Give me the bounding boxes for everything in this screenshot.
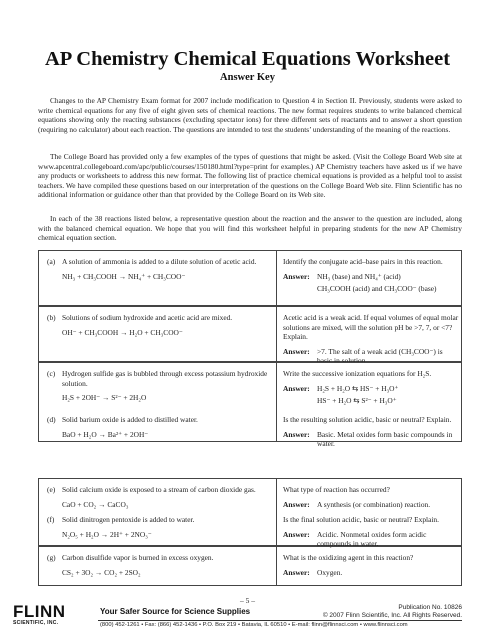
item-label: (f) bbox=[47, 515, 55, 524]
reaction-description: Solid calcium oxide is exposed to a stream of carbon dioxide gas. bbox=[62, 485, 256, 494]
column-divider bbox=[276, 479, 277, 545]
answer-text: >7. The salt of a weak acid (CH₃COO⁻) is basic in solution. bbox=[317, 346, 443, 366]
follow-up-question: Write the successive ionization equations for H₂S. bbox=[283, 369, 432, 378]
balanced-equation: BaO + H₂O → Ba²⁺ + 2OH⁻ bbox=[62, 429, 149, 439]
question-cell bbox=[47, 369, 269, 403]
question-cell bbox=[47, 515, 269, 539]
follow-up-question: Acetic acid is a weak acid. If equal volumes of equal molar solutions are mixed, will the solution pH be >7, 7, or <7? Explain. bbox=[283, 313, 459, 342]
reaction-description: Hydrogen sulfide gas is bubbled through excess potassium hydroxide solution. bbox=[62, 369, 268, 388]
follow-up-question: What type of reaction has occurred? bbox=[283, 485, 390, 494]
follow-up-question: Identify the conjugate acid–base pairs in this reaction. bbox=[283, 257, 443, 266]
balanced-equation: H₂S + 2OH⁻ → S²⁻ + 2H₂O bbox=[62, 393, 147, 403]
answer-cell bbox=[283, 415, 459, 449]
question-cell bbox=[47, 553, 269, 577]
answer-text: Acidic. Nonmetal oxides form acidic compounds in water. bbox=[317, 529, 427, 549]
reaction-box-b bbox=[38, 306, 462, 366]
answer-text-continued: HS⁻ + H₂O ⇆ S²⁻ + H₃O⁺ bbox=[317, 396, 397, 406]
answer-text-continued: CH₃COOH (acid) and CH₃COO⁻ (base) bbox=[317, 284, 437, 294]
copyright-notice: © 2007 Flinn Scientific, Inc. All Rights Reserved. bbox=[322, 612, 462, 619]
question-cell bbox=[47, 415, 269, 439]
answer-label: Answer: bbox=[283, 271, 310, 281]
item-label: (e) bbox=[47, 485, 56, 494]
question-cell bbox=[47, 257, 269, 281]
reaction-description: Solid dinitrogen pentoxide is added to water. bbox=[62, 515, 195, 524]
logo-subtext: SCIENTIFIC, INC. bbox=[13, 620, 59, 626]
reaction-description: Solid barium oxide is added to distilled water. bbox=[62, 415, 198, 424]
balanced-equation: CS₂ + 3O₂ → CO₂ + 2SO₂ bbox=[62, 567, 141, 577]
page-title: AP Chemistry Chemical Equations Worksheet bbox=[44, 48, 451, 70]
follow-up-question: What is the oxidizing agent in this reaction? bbox=[283, 553, 414, 562]
answer-cell bbox=[283, 369, 459, 406]
footer-divider bbox=[98, 620, 462, 621]
reaction-box-c-d bbox=[38, 362, 462, 449]
reaction-box-e-f bbox=[38, 478, 462, 549]
balanced-equation: CaO + CO₂ → CaCO₃ bbox=[62, 499, 129, 509]
answer-cell bbox=[283, 485, 459, 509]
reaction-box-g bbox=[38, 546, 462, 586]
intro-paragraph-3: In each of the 38 reactions listed below, a representative question about the reaction and the answer to the question are included, along with the balanced chemical equation. We hope that you will find this worksheet helpful in preparing students for the new AP Chemistry chemical equation section. bbox=[38, 214, 462, 243]
column-divider bbox=[276, 547, 277, 585]
answer-cell bbox=[283, 313, 459, 366]
question-cell bbox=[47, 485, 269, 509]
answer-text: H₂S + H₂O ⇆ HS⁻ + H₃O⁺ bbox=[317, 383, 399, 393]
page-number: – 5 – bbox=[240, 596, 255, 605]
item-label: (b) bbox=[47, 313, 56, 322]
reaction-description: A solution of ammonia is added to a dilute solution of acetic acid. bbox=[62, 257, 257, 266]
item-label: (g) bbox=[47, 553, 56, 562]
answer-label: Answer: bbox=[283, 429, 310, 439]
answer-text: Oxygen. bbox=[317, 567, 343, 577]
item-label: (c) bbox=[47, 369, 56, 378]
answer-text: Basic. Metal oxides form basic compounds in water. bbox=[317, 429, 453, 449]
answer-label: Answer: bbox=[283, 529, 310, 539]
balanced-equation: OH⁻ + CH₃COOH → H₂O + CH₃COO⁻ bbox=[62, 327, 183, 337]
intro-paragraph-2: The College Board has provided only a few examples of the types of questions that might be asked. (Visit the College Board Web site at www.apcentral.collegeboard.com/apc/public/courses/150180.html?type=print for examples.) AP Chemistry teachers have asked us if we have any products or worksheets to address this new format. The following list of practice chemical equations is provided as a helpful tool to assist teachers. We have compiled these questions based on our interpretation of the questions on the College Board Web site. Flinn Scientific has no additional information or guidance other than that provided by the College Board on its Web site. bbox=[38, 152, 462, 200]
answer-label: Answer: bbox=[283, 499, 310, 509]
answer-text: NH₃ (base) and NH₄⁺ (acid) bbox=[317, 271, 401, 281]
question-cell bbox=[47, 313, 269, 337]
column-divider bbox=[276, 251, 277, 305]
item-label: (a) bbox=[47, 257, 56, 266]
answer-cell bbox=[283, 515, 459, 549]
answer-cell bbox=[283, 257, 459, 294]
answer-label: Answer: bbox=[283, 383, 310, 393]
follow-up-question: Is the final solution acidic, basic or neutral? Explain. bbox=[283, 515, 439, 524]
answer-label: Answer: bbox=[283, 567, 310, 577]
page-subtitle: Answer Key bbox=[220, 72, 275, 83]
logo-wordmark: FLINN bbox=[13, 602, 66, 621]
publication-number: Publication No. 10826 bbox=[398, 604, 462, 611]
column-divider bbox=[276, 363, 277, 441]
column-divider bbox=[276, 307, 277, 361]
balanced-equation: N₂O₅ + H₂O → 2H⁺ + 2NO₃⁻ bbox=[62, 529, 152, 539]
footer-tagline: Your Safer Source for Science Supplies bbox=[100, 607, 251, 616]
reaction-description: Solutions of sodium hydroxide and acetic acid are mixed. bbox=[62, 313, 233, 322]
answer-label: Answer: bbox=[283, 346, 310, 356]
reaction-box-a bbox=[38, 250, 462, 306]
flinn-logo bbox=[13, 603, 77, 626]
item-label: (d) bbox=[47, 415, 56, 424]
answer-cell bbox=[283, 553, 459, 577]
answer-text: A synthesis (or combination) reaction. bbox=[317, 499, 431, 509]
intro-paragraph-1: Changes to the AP Chemistry Exam format for 2007 include modification to Question 4 in Section II. Previously, students were asked to write chemical equations for any five of eight given sets of chemical reactions. The new format requires students to write balanced chemical equations showing only the reacting substances (excluding spectator ions) for three different sets of reactants and to answer a short question (requiring no calculator) about each reaction. The questions are intended to test the students’ understanding of the meaning of the reactions. bbox=[38, 96, 462, 134]
contact-info: (800) 452-1261 • Fax: (866) 452-1436 • P.O. Box 219 • Batavia, IL 60510 • E-mail: flinn@flinnsci.com • www.flinnsci.com bbox=[100, 622, 408, 628]
reaction-description: Carbon disulfide vapor is burned in excess oxygen. bbox=[62, 553, 214, 562]
balanced-equation: NH₃ + CH₃COOH → NH₄⁺ + CH₃COO⁻ bbox=[62, 271, 186, 281]
follow-up-question: Is the resulting solution acidic, basic or neutral? Explain. bbox=[283, 415, 452, 424]
